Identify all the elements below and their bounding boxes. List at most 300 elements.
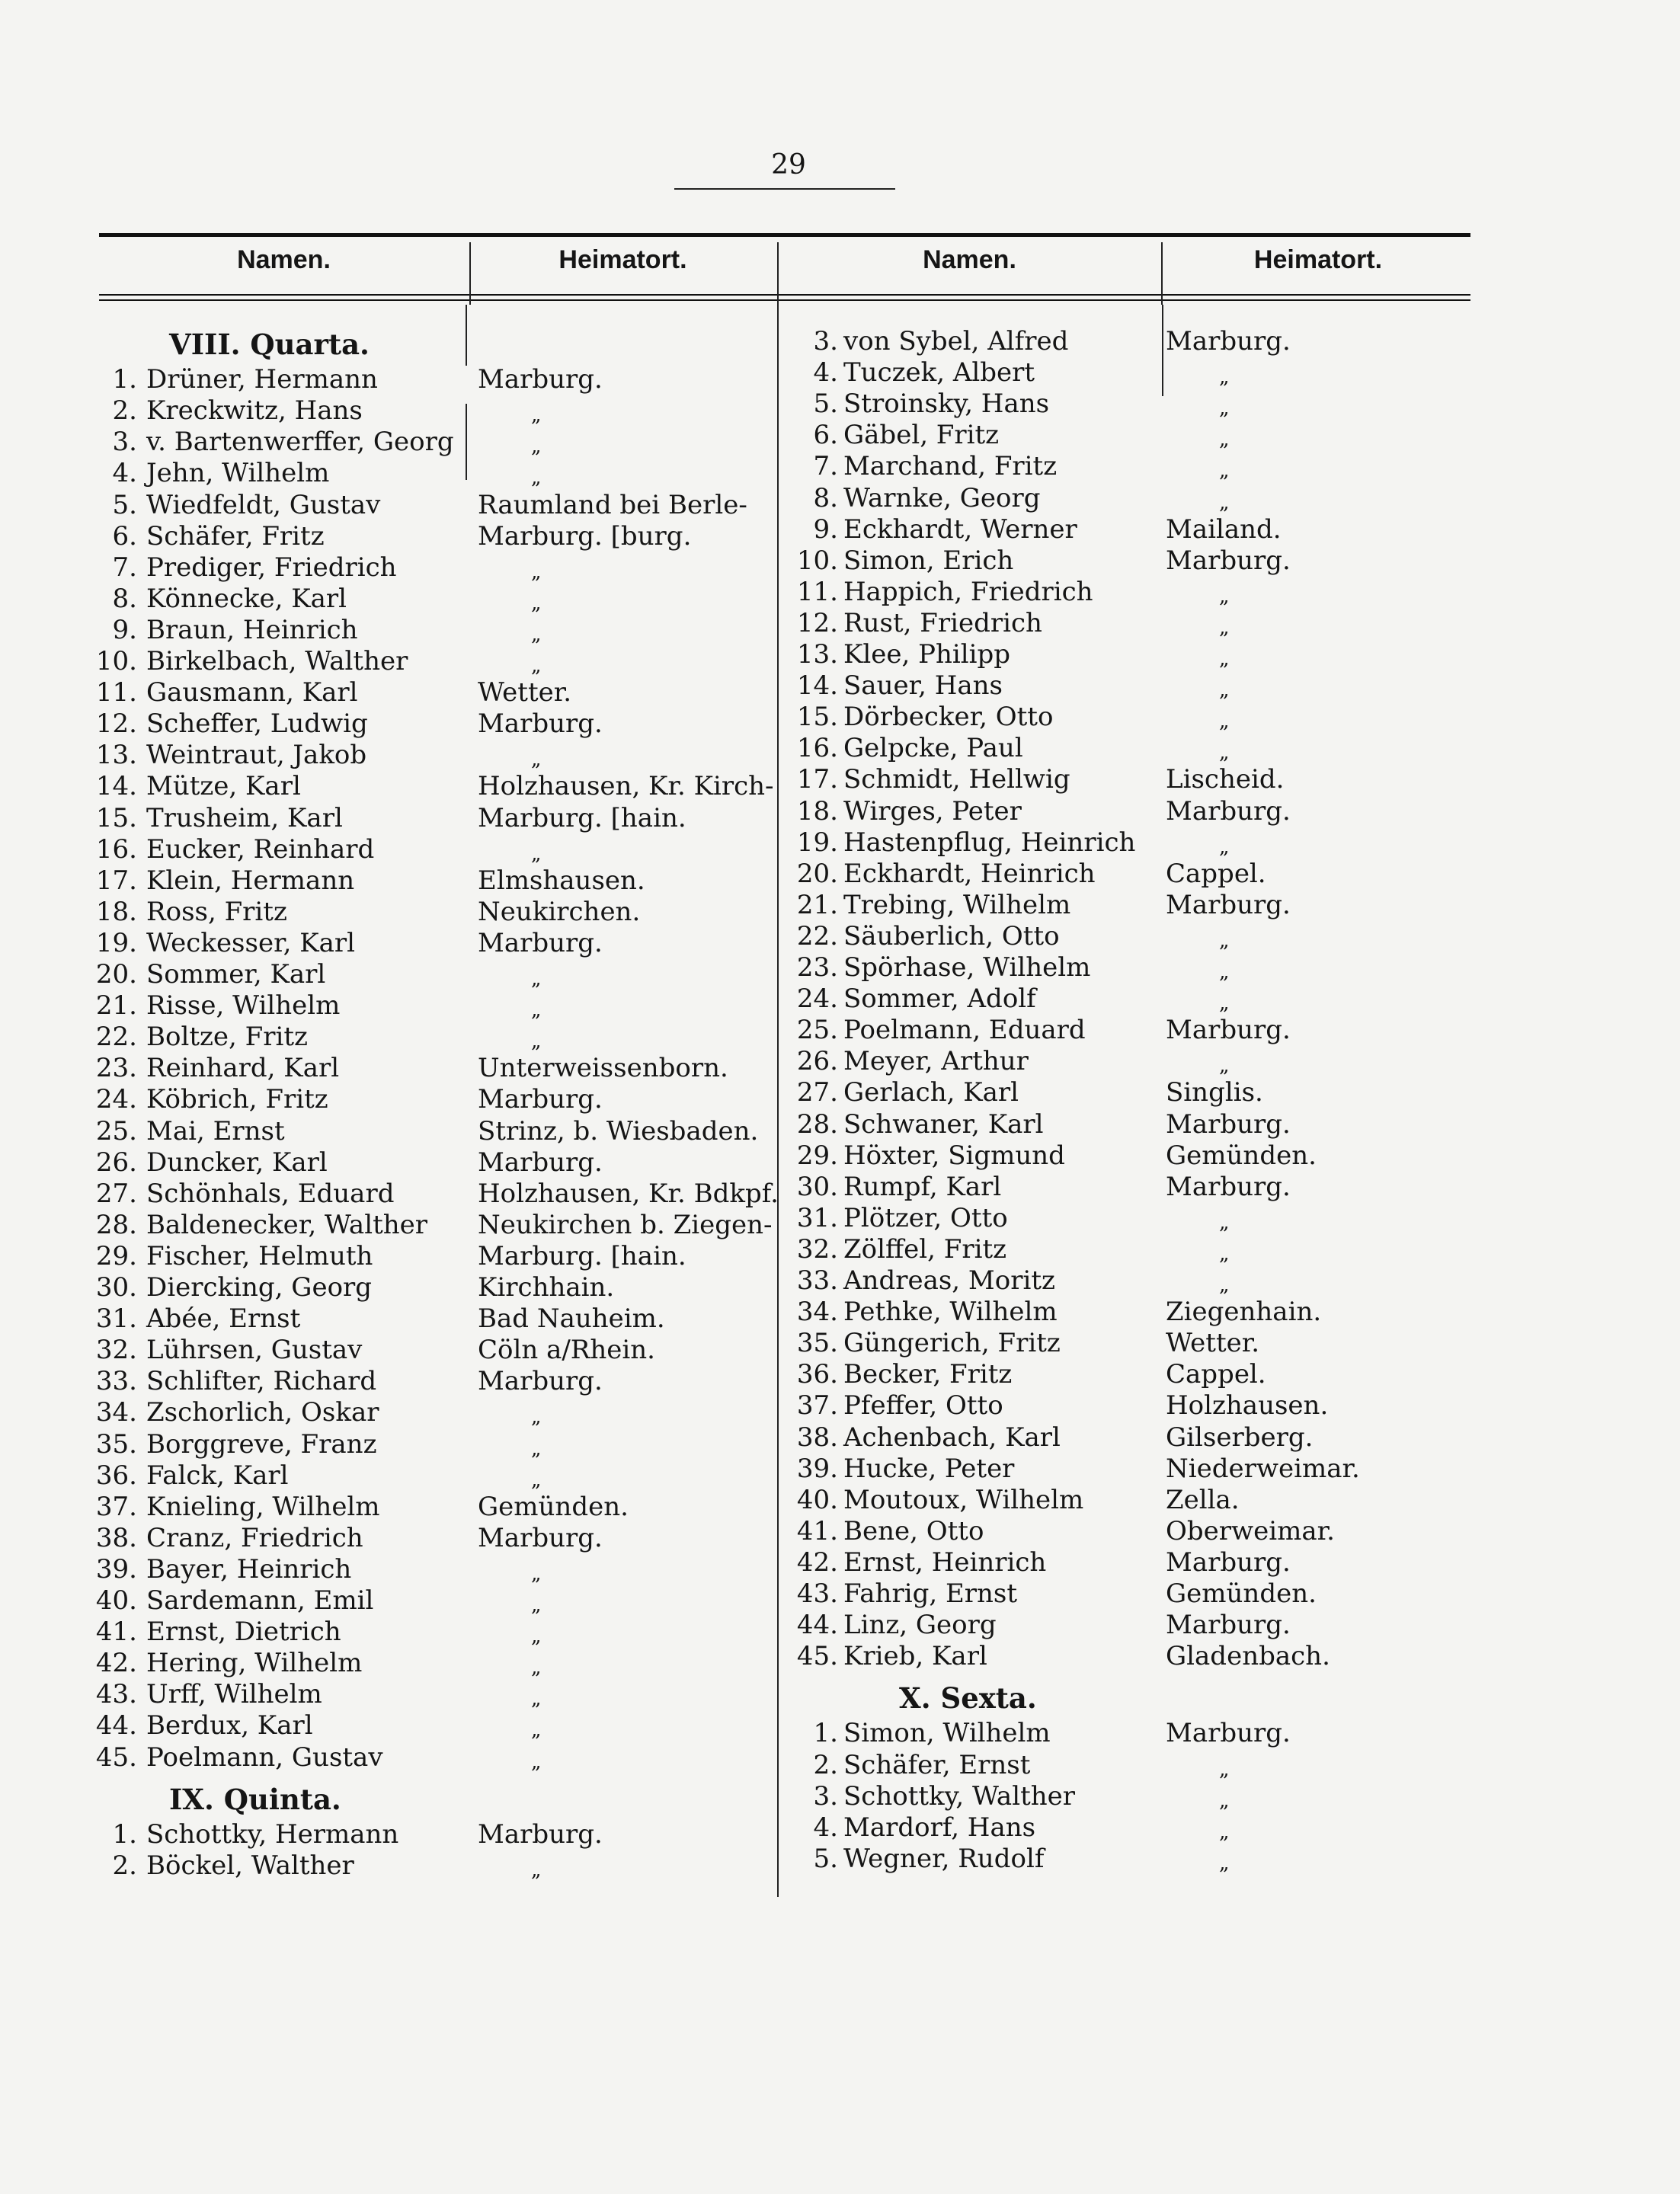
student-name: Eckhardt, Werner	[843, 513, 1077, 545]
home-town: „	[1219, 616, 1230, 639]
row-number: 5.	[112, 489, 137, 520]
page-number: 29	[771, 149, 806, 181]
home-town: Gemünden.	[478, 1491, 629, 1522]
student-name: Baldenecker, Walther	[146, 1209, 428, 1240]
home-town: „	[531, 1594, 542, 1617]
student-name: Böckel, Walther	[146, 1850, 354, 1881]
home-town: „	[531, 748, 542, 772]
home-town: „	[1219, 366, 1230, 389]
student-name: Braun, Heinrich	[146, 614, 358, 645]
row-number: 8.	[813, 482, 838, 513]
student-name: Trebing, Wilhelm	[843, 889, 1071, 920]
home-town: „	[531, 1030, 542, 1054]
student-name: Plötzer, Otto	[843, 1202, 1008, 1233]
row-number: 17.	[95, 865, 137, 896]
student-name: Berdux, Karl	[146, 1710, 313, 1741]
row-number: 36.	[95, 1460, 137, 1491]
student-name: v. Bartenwerffer, Georg	[146, 427, 454, 458]
home-town: Marburg.	[478, 1147, 603, 1178]
row-number: 3.	[813, 326, 838, 357]
home-town: Singlis.	[1166, 1077, 1263, 1108]
home-town: „	[1219, 710, 1230, 734]
student-name: Hucke, Peter	[843, 1453, 1015, 1484]
home-town: „	[1219, 584, 1230, 608]
column-divider-center	[777, 305, 779, 1897]
row-number: 34.	[95, 1397, 137, 1428]
home-town: Kirchhain.	[478, 1272, 615, 1303]
home-town: Marburg. [burg.	[478, 520, 692, 552]
home-town: Marburg.	[1166, 1610, 1291, 1641]
row-number: 36.	[796, 1359, 838, 1390]
student-name: Moutoux, Wilhelm	[843, 1484, 1084, 1515]
home-town: „	[531, 560, 542, 584]
home-town: „	[1219, 741, 1230, 765]
student-name: Becker, Fritz	[843, 1359, 1013, 1390]
section-title: IX. Quinta.	[169, 1782, 341, 1816]
student-name: Scheffer, Ludwig	[146, 708, 368, 740]
home-town: „	[1219, 648, 1230, 670]
row-number: 30.	[796, 1171, 838, 1202]
student-name: Linz, Georg	[843, 1610, 997, 1641]
student-name: Simon, Wilhelm	[843, 1718, 1051, 1749]
home-town: „	[531, 1468, 542, 1492]
student-name: Gerlach, Karl	[843, 1077, 1019, 1108]
home-town: „	[531, 622, 542, 646]
student-name: Schäfer, Fritz	[146, 520, 325, 552]
home-town: „	[1219, 1789, 1230, 1812]
student-name: Prediger, Friedrich	[146, 552, 397, 583]
student-name: Ernst, Dietrich	[146, 1617, 341, 1648]
student-name: Pfeffer, Otto	[843, 1390, 1003, 1422]
home-town: „	[1219, 459, 1230, 483]
student-name: Sauer, Hans	[843, 670, 1003, 702]
row-number: 25.	[796, 1015, 838, 1046]
row-number: 2.	[112, 1850, 137, 1881]
home-town: „	[531, 435, 542, 459]
home-town: Marburg.	[1166, 1015, 1291, 1046]
home-town: „	[1219, 835, 1230, 859]
student-name: Schönhals, Eduard	[146, 1178, 395, 1209]
home-town: Marburg.	[1166, 1171, 1291, 1202]
row-number: 43.	[796, 1578, 838, 1609]
student-name: Hastenpflug, Heinrich	[843, 827, 1136, 858]
student-name: Trusheim, Karl	[146, 802, 343, 833]
student-name: Poelmann, Gustav	[146, 1741, 383, 1773]
home-town: „	[531, 1858, 542, 1882]
row-number: 11.	[95, 677, 137, 708]
row-number: 39.	[95, 1553, 137, 1585]
home-town: „	[1219, 1242, 1230, 1265]
row-number: 13.	[796, 639, 838, 670]
row-number: 24.	[95, 1084, 137, 1115]
row-number: 41.	[796, 1515, 838, 1546]
row-number: 1.	[112, 364, 137, 395]
home-town: Holzhausen.	[1166, 1390, 1329, 1422]
home-town: „	[1219, 1274, 1230, 1297]
row-number: 21.	[796, 889, 838, 920]
student-name: Bayer, Heinrich	[146, 1553, 352, 1585]
row-number: 35.	[95, 1428, 137, 1460]
student-name: Birkelbach, Walther	[146, 646, 408, 676]
row-number: 42.	[95, 1648, 137, 1679]
row-number: 17.	[796, 764, 838, 795]
row-number: 4.	[112, 458, 137, 489]
home-town: „	[531, 1687, 542, 1711]
row-number: 3.	[112, 427, 137, 458]
student-name: Krieb, Karl	[843, 1641, 987, 1672]
row-number: 44.	[796, 1610, 838, 1641]
home-town: Marburg.	[478, 927, 603, 958]
student-name: Jehn, Wilhelm	[146, 458, 330, 489]
row-number: 31.	[796, 1202, 838, 1233]
student-name: Rumpf, Karl	[843, 1171, 1002, 1202]
home-town: „	[1219, 961, 1230, 983]
student-name: Achenbach, Karl	[843, 1422, 1061, 1453]
student-name: Boltze, Fritz	[146, 1022, 308, 1053]
row-number: 10.	[95, 646, 137, 676]
student-name: Weckesser, Karl	[146, 927, 356, 958]
home-town: „	[1219, 1851, 1230, 1875]
student-name: Sommer, Adolf	[843, 983, 1036, 1015]
student-name: Mardorf, Hans	[843, 1812, 1036, 1843]
home-town: „	[531, 654, 542, 677]
header-bottom-rule-2	[99, 299, 1470, 301]
row-number: 1.	[112, 1818, 137, 1850]
row-number: 11.	[796, 576, 838, 607]
row-number: 9.	[112, 614, 137, 645]
home-town: Gemünden.	[1166, 1140, 1317, 1171]
student-name: Weintraut, Jakob	[146, 740, 367, 771]
column-divider-left-top	[466, 305, 467, 366]
row-number: 7.	[813, 451, 838, 482]
row-number: 24.	[796, 983, 838, 1015]
row-number: 45.	[796, 1641, 838, 1672]
student-name: Poelmann, Eduard	[843, 1015, 1086, 1046]
home-town: Marburg.	[1166, 326, 1291, 357]
row-number: 34.	[796, 1297, 838, 1328]
header-divider-1	[469, 242, 471, 305]
home-town: Marburg.	[478, 1818, 603, 1850]
row-number: 31.	[95, 1303, 137, 1335]
row-number: 41.	[95, 1617, 137, 1648]
row-number: 16.	[796, 733, 838, 764]
student-name: Bene, Otto	[843, 1515, 984, 1546]
student-name: Wiedfeldt, Gustav	[146, 489, 381, 520]
header-heimatort-left: Heimatort.	[558, 245, 687, 274]
row-number: 40.	[95, 1585, 137, 1616]
home-town: „	[531, 1656, 542, 1680]
header-namen-left: Namen.	[237, 245, 331, 274]
home-town: „	[531, 1625, 542, 1649]
student-name: Köbrich, Fritz	[146, 1084, 328, 1115]
row-number: 26.	[95, 1147, 137, 1178]
row-number: 9.	[813, 513, 838, 545]
home-town: Marburg.	[1166, 795, 1291, 827]
home-town: Marburg.	[1166, 1546, 1291, 1578]
home-town: „	[1219, 679, 1230, 702]
home-town: „	[1219, 1820, 1230, 1844]
row-number: 20.	[796, 858, 838, 889]
row-number: 6.	[813, 420, 838, 451]
student-name: Klein, Hermann	[146, 865, 355, 896]
home-town: Gladenbach.	[1166, 1641, 1330, 1672]
home-town: Strinz, b. Wiesbaden.	[478, 1115, 759, 1147]
home-town: „	[531, 466, 542, 490]
row-number: 4.	[813, 1812, 838, 1843]
home-town: Cöln a/Rhein.	[478, 1335, 655, 1366]
row-number: 39.	[796, 1453, 838, 1484]
student-name: Gäbel, Fritz	[843, 420, 1000, 451]
row-number: 33.	[95, 1366, 137, 1397]
student-name: Ross, Fritz	[146, 896, 287, 927]
home-town: „	[1219, 992, 1230, 1015]
home-town: „	[1219, 1757, 1230, 1781]
student-name: Borggreve, Franz	[146, 1428, 377, 1460]
home-town: „	[531, 1719, 542, 1742]
home-town: „	[531, 1406, 542, 1429]
student-name: Abée, Ernst	[146, 1303, 301, 1335]
home-town: Neukirchen.	[478, 896, 641, 927]
home-town: Holzhausen, Kr. Kirch-	[478, 771, 774, 802]
student-name: Könnecke, Karl	[146, 583, 347, 614]
student-name: Knieling, Wilhelm	[146, 1491, 380, 1522]
section-title: VIII. Quarta.	[169, 328, 370, 361]
row-number: 12.	[796, 607, 838, 638]
row-number: 27.	[796, 1077, 838, 1108]
student-name: Reinhard, Karl	[146, 1053, 340, 1084]
home-town: Marburg.	[478, 364, 603, 395]
row-number: 35.	[796, 1328, 838, 1359]
row-number: 29.	[796, 1140, 838, 1171]
student-name: Meyer, Arthur	[843, 1046, 1029, 1077]
row-number: 45.	[95, 1741, 137, 1773]
home-town: Marburg. [hain.	[478, 802, 686, 833]
header-namen-right: Namen.	[923, 245, 1016, 274]
header-heimatort-right: Heimatort.	[1253, 245, 1383, 274]
home-town: Lischeid.	[1166, 764, 1285, 795]
row-number: 13.	[95, 740, 137, 771]
home-town: Wetter.	[478, 677, 572, 708]
home-town: „	[531, 404, 542, 427]
student-name: Mai, Ernst	[146, 1115, 285, 1147]
student-name: Ernst, Heinrich	[843, 1546, 1047, 1578]
student-name: Gelpcke, Paul	[843, 733, 1023, 764]
header-divider-2	[777, 242, 779, 305]
row-number: 5.	[813, 389, 838, 420]
row-number: 7.	[112, 552, 137, 583]
student-name: Urff, Wilhelm	[146, 1679, 322, 1710]
row-number: 15.	[796, 702, 838, 733]
row-number: 12.	[95, 708, 137, 740]
row-number: 15.	[95, 802, 137, 833]
home-town: „	[531, 842, 542, 865]
student-name: Eckhardt, Heinrich	[843, 858, 1096, 889]
row-number: 40.	[796, 1484, 838, 1515]
home-town: „	[531, 1562, 542, 1585]
student-name: Schottky, Walther	[843, 1780, 1076, 1812]
student-name: Klee, Philipp	[843, 639, 1011, 670]
row-number: 21.	[95, 990, 137, 1022]
student-name: Sommer, Karl	[146, 959, 326, 990]
row-number: 19.	[95, 927, 137, 958]
row-number: 22.	[796, 920, 838, 951]
row-number: 10.	[796, 545, 838, 576]
home-town: Bad Nauheim.	[478, 1303, 665, 1335]
home-town: „	[531, 967, 542, 990]
student-name: Andreas, Moritz	[843, 1265, 1055, 1296]
student-name: Cranz, Friedrich	[146, 1522, 363, 1553]
student-name: Mütze, Karl	[146, 771, 301, 802]
row-number: 25.	[95, 1115, 137, 1147]
student-name: Marchand, Fritz	[843, 451, 1058, 482]
student-name: Risse, Wilhelm	[146, 990, 341, 1022]
row-number: 37.	[796, 1390, 838, 1422]
student-name: Spörhase, Wilhelm	[843, 952, 1091, 983]
student-name: Höxter, Sigmund	[843, 1140, 1065, 1171]
student-name: Fischer, Helmuth	[146, 1240, 373, 1271]
student-name: Lührsen, Gustav	[146, 1335, 363, 1366]
student-name: Drüner, Hermann	[146, 364, 378, 395]
student-name: Schlifter, Richard	[146, 1366, 377, 1397]
row-number: 30.	[95, 1272, 137, 1303]
home-town: „	[1219, 428, 1230, 452]
student-name: Sardemann, Emil	[146, 1585, 374, 1616]
student-name: Schmidt, Hellwig	[843, 764, 1070, 795]
home-town: „	[1219, 1211, 1230, 1234]
header-divider-3	[1161, 242, 1163, 305]
home-town: Cappel.	[1166, 858, 1266, 889]
student-name: Wirges, Peter	[843, 795, 1022, 827]
home-town: Marburg.	[478, 1084, 603, 1115]
home-town: „	[531, 999, 542, 1022]
home-town: Wetter.	[1166, 1328, 1260, 1359]
row-number: 26.	[796, 1046, 838, 1077]
student-name: Säuberlich, Otto	[843, 920, 1060, 951]
home-town: Zella.	[1166, 1484, 1240, 1515]
row-number: 22.	[95, 1022, 137, 1053]
header-bottom-rule	[99, 294, 1470, 296]
row-number: 42.	[796, 1546, 838, 1578]
home-town: Marburg.	[1166, 889, 1291, 920]
home-town: Marburg.	[478, 708, 603, 740]
student-name: Zschorlich, Oskar	[146, 1397, 379, 1428]
row-number: 2.	[813, 1749, 838, 1780]
column-divider-right-top	[1162, 305, 1163, 396]
student-name: Rust, Friedrich	[843, 607, 1042, 638]
row-number: 29.	[95, 1240, 137, 1271]
home-town: Ziegenhain.	[1166, 1297, 1322, 1328]
home-town: Neukirchen b. Ziegen-	[478, 1209, 773, 1240]
row-number: 2.	[112, 395, 137, 427]
home-town: Holzhausen, Kr. Bdkpf.	[478, 1178, 779, 1209]
home-town: Elmshausen.	[478, 865, 645, 896]
home-town: Gilserberg.	[1166, 1422, 1314, 1453]
home-town: „	[531, 591, 542, 615]
row-number: 37.	[95, 1491, 137, 1522]
student-name: Simon, Erich	[843, 545, 1014, 576]
student-name: Fahrig, Ernst	[843, 1578, 1018, 1609]
row-number: 4.	[813, 357, 838, 389]
row-number: 32.	[95, 1335, 137, 1366]
row-number: 14.	[95, 771, 137, 802]
row-number: 14.	[796, 670, 838, 702]
home-town: Marburg.	[478, 1366, 603, 1397]
row-number: 23.	[95, 1053, 137, 1084]
home-town: Marburg.	[1166, 545, 1291, 576]
student-name: Gausmann, Karl	[146, 677, 358, 708]
column-divider-left-mid	[466, 404, 467, 480]
row-number: 44.	[95, 1710, 137, 1741]
home-town: „	[1219, 397, 1230, 421]
section-title: X. Sexta.	[899, 1681, 1037, 1716]
home-town: Oberweimar.	[1166, 1515, 1335, 1546]
table-top-rule	[99, 233, 1470, 237]
row-number: 19.	[796, 827, 838, 858]
student-name: Schottky, Hermann	[146, 1818, 399, 1850]
row-number: 18.	[95, 896, 137, 927]
row-number: 23.	[796, 952, 838, 983]
home-town: „	[531, 1750, 542, 1773]
student-name: Hering, Wilhelm	[146, 1648, 363, 1679]
student-name: Happich, Friedrich	[843, 576, 1093, 607]
row-number: 16.	[95, 833, 137, 865]
student-name: Zölffel, Fritz	[843, 1233, 1007, 1265]
student-name: Wegner, Rudolf	[843, 1843, 1045, 1874]
row-number: 6.	[112, 520, 137, 552]
student-name: Pethke, Wilhelm	[843, 1297, 1058, 1328]
row-number: 1.	[813, 1718, 838, 1749]
home-town: Marburg.	[478, 1522, 603, 1553]
page-number-rule	[674, 188, 895, 190]
home-town: Cappel.	[1166, 1359, 1266, 1390]
student-name: Eucker, Reinhard	[146, 833, 375, 865]
home-town: „	[1219, 491, 1230, 514]
row-number: 38.	[95, 1522, 137, 1553]
row-number: 43.	[95, 1679, 137, 1710]
student-name: Duncker, Karl	[146, 1147, 328, 1178]
home-town: „	[531, 1437, 542, 1460]
row-number: 28.	[796, 1108, 838, 1140]
home-town: Marburg.	[1166, 1718, 1291, 1749]
home-town: Raumland bei Berle-	[478, 489, 747, 520]
home-town: „	[1219, 1054, 1230, 1078]
row-number: 18.	[796, 795, 838, 827]
home-town: Mailand.	[1166, 513, 1282, 545]
row-number: 3.	[813, 1780, 838, 1812]
row-number: 5.	[813, 1843, 838, 1874]
student-name: Stroinsky, Hans	[843, 389, 1050, 420]
home-town: Marburg. [hain.	[478, 1240, 686, 1271]
row-number: 33.	[796, 1265, 838, 1296]
student-name: Diercking, Georg	[146, 1272, 373, 1303]
home-town: Gemünden.	[1166, 1578, 1317, 1609]
student-name: Schwaner, Karl	[843, 1108, 1044, 1140]
row-number: 38.	[796, 1422, 838, 1453]
student-name: Warnke, Georg	[843, 482, 1041, 513]
row-number: 20.	[95, 959, 137, 990]
row-number: 28.	[95, 1209, 137, 1240]
student-name: Kreckwitz, Hans	[146, 395, 363, 427]
home-town: Niederweimar.	[1166, 1453, 1360, 1484]
home-town: „	[1219, 929, 1230, 952]
row-number: 27.	[95, 1178, 137, 1209]
student-name: Schäfer, Ernst	[843, 1749, 1031, 1780]
student-name: von Sybel, Alfred	[843, 326, 1069, 357]
student-name: Güngerich, Fritz	[843, 1328, 1061, 1359]
student-name: Falck, Karl	[146, 1460, 289, 1491]
home-town: Unterweissenborn.	[478, 1053, 728, 1084]
student-name: Dörbecker, Otto	[843, 702, 1054, 733]
